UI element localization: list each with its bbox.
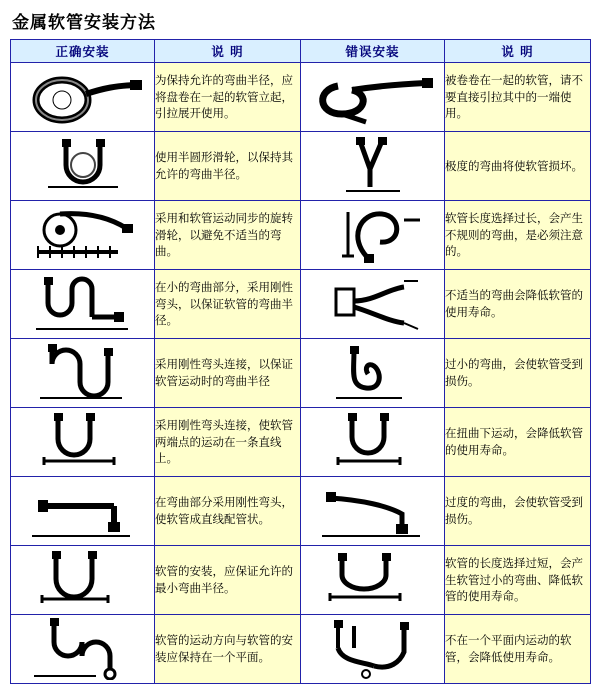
installation-guide-table bbox=[10, 39, 591, 684]
page-title: 金属软管安装方法 bbox=[12, 13, 156, 33]
long-hose-wrong-icon bbox=[301, 201, 445, 270]
header-wrong-desc: 说 明 bbox=[445, 40, 591, 63]
header-wrong-install: 错误安装 bbox=[301, 40, 445, 63]
torsion-motion-wrong-icon bbox=[301, 408, 445, 477]
same-plane-motion-correct-icon bbox=[11, 615, 155, 684]
row-desc: 在弯曲部分采用刚性弯头，使软管成直线配管状。 bbox=[155, 477, 301, 546]
row-desc: 软管长度选择过长，会产生不规则的弯曲，是必须注意的。 bbox=[445, 201, 591, 270]
row-desc: 软管的安装，应保证允许的最小弯曲半径。 bbox=[155, 546, 301, 615]
min-bend-radius-correct-icon bbox=[11, 546, 155, 615]
sharp-bend-wrong-icon bbox=[301, 132, 445, 201]
table-row bbox=[11, 408, 591, 477]
coiled-hose-correct-icon bbox=[11, 63, 155, 132]
rotating-pulley-correct-icon bbox=[11, 201, 155, 270]
table-row bbox=[11, 339, 591, 408]
row-desc: 在扭曲下运动，会降低软管的使用寿命。 bbox=[445, 408, 591, 477]
table-row bbox=[11, 63, 591, 132]
row-desc: 过度的弯曲，会使软管受到损伤。 bbox=[445, 477, 591, 546]
tight-bend-wrong-icon bbox=[301, 339, 445, 408]
row-desc: 为保持允许的弯曲半径，应将盘卷在一起的软管立起，引拉展开使用。 bbox=[155, 63, 301, 132]
row-desc: 极度的弯曲将使软管损坏。 bbox=[445, 132, 591, 201]
coiled-hose-wrong-icon bbox=[301, 63, 445, 132]
header-correct-install: 正确安装 bbox=[11, 40, 155, 63]
row-desc: 使用半圆形滑轮，以保持其允许的弯曲半径。 bbox=[155, 132, 301, 201]
straight-piping-correct-icon bbox=[11, 477, 155, 546]
table-header-row bbox=[11, 40, 591, 63]
row-desc: 在小的弯曲部分，采用刚性弯头，以保证软管的弯曲半径。 bbox=[155, 270, 301, 339]
out-of-plane-motion-wrong-icon bbox=[301, 615, 445, 684]
table-row bbox=[11, 615, 591, 684]
table-row bbox=[11, 132, 591, 201]
semicircle-guide-correct-icon bbox=[11, 132, 155, 201]
rigid-elbow-connect-correct-icon bbox=[11, 339, 155, 408]
row-desc: 被卷卷在一起的软管，请不要直接引拉其中的一端使用。 bbox=[445, 63, 591, 132]
row-desc: 不适当的弯曲会降低软管的使用寿命。 bbox=[445, 270, 591, 339]
row-desc: 软管的长度选择过短，会产生软管过小的弯曲、降低软管的使用寿命。 bbox=[445, 546, 591, 615]
straight-line-motion-correct-icon bbox=[11, 408, 155, 477]
excessive-bend-wrong-icon bbox=[301, 477, 445, 546]
table-row bbox=[11, 477, 591, 546]
rigid-elbow-small-bend-correct-icon bbox=[11, 270, 155, 339]
row-desc: 采用刚性弯头连接，以保证软管运动时的弯曲半径 bbox=[155, 339, 301, 408]
improper-bend-wrong-icon bbox=[301, 270, 445, 339]
table-row bbox=[11, 546, 591, 615]
over-length-wrong-icon bbox=[301, 546, 445, 615]
table-row bbox=[11, 270, 591, 339]
row-desc: 软管的运动方向与软管的安装应保持在一个平面。 bbox=[155, 615, 301, 684]
row-desc: 过小的弯曲，会使软管受到损伤。 bbox=[445, 339, 591, 408]
row-desc: 采用刚性弯头连接，使软管两端点的运动在一条直线上。 bbox=[155, 408, 301, 477]
header-correct-desc: 说 明 bbox=[155, 40, 301, 63]
row-desc: 采用和软管运动同步的旋转滑轮，以避免不适当的弯曲。 bbox=[155, 201, 301, 270]
table-row bbox=[11, 201, 591, 270]
row-desc: 不在一个平面内运动的软管，会降低使用寿命。 bbox=[445, 615, 591, 684]
